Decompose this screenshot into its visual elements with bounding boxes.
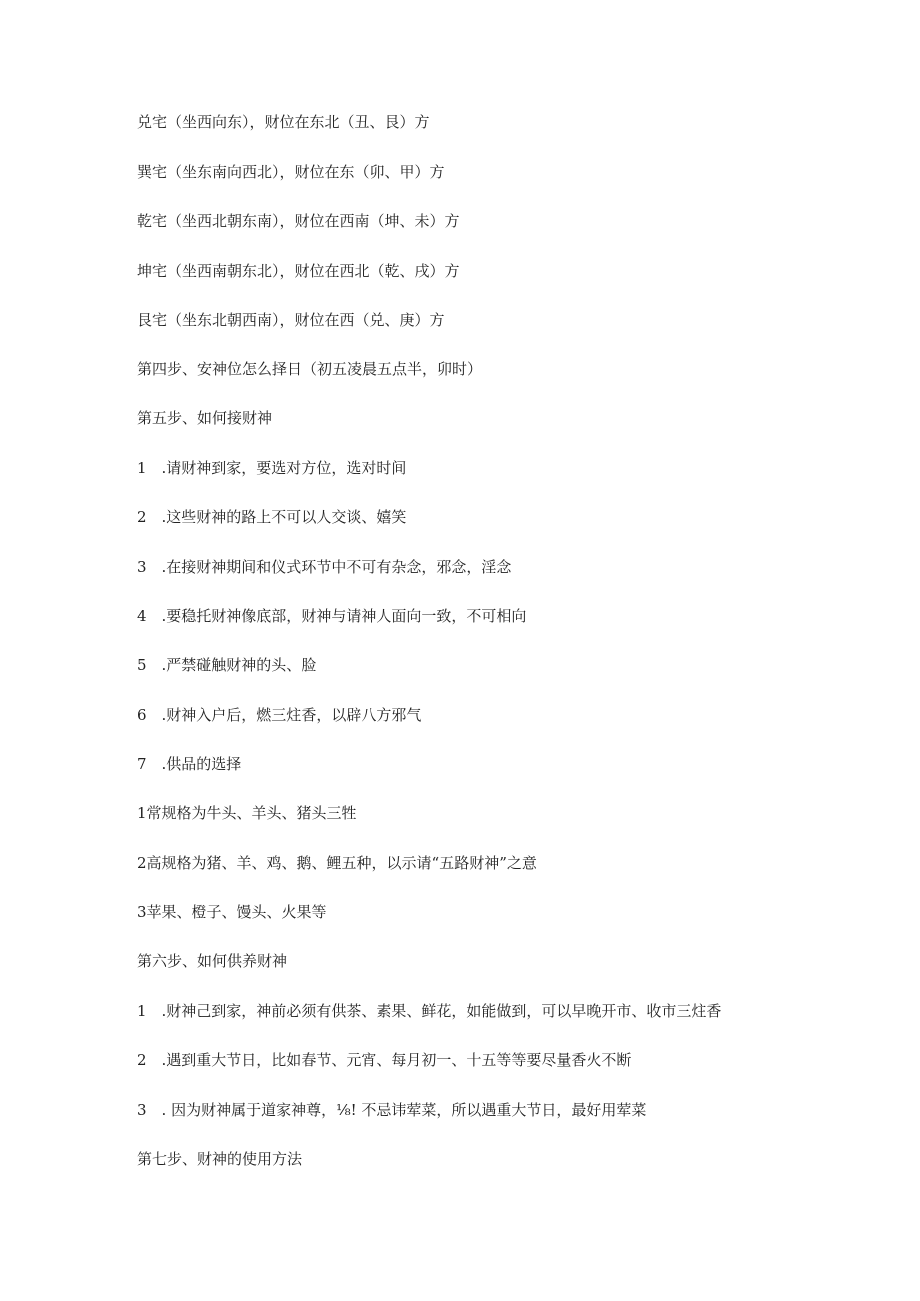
step-five-heading: 第五步、如何接财神	[137, 409, 273, 427]
worship-item-3: 3 . 因为财神属于道家神尊，⅛! 不忌讳荤菜，所以遇重大节日，最好用荤菜	[137, 1101, 647, 1119]
worship-item-2: 2 .遇到重大节日，比如春节、元宵、每月初一、十五等等要尽量香火不断	[137, 1051, 632, 1069]
list-item-3: 3 .在接财神期间和仪式环节中不可有杂念，邪念，淫念	[137, 558, 512, 576]
list-item-6: 6 .财神入户后，燃三炷香，以辟八方邪气	[137, 706, 422, 724]
offering-item-3: 3苹果、橙子、馒头、火果等	[137, 903, 327, 921]
text-line-4: 坤宅（坐西南朝东北），财位在西北（乾、戌）方	[137, 262, 460, 280]
text-line-3: 乾宅（坐西北朝东南），财位在西南（坤、未）方	[137, 212, 460, 230]
step-four-heading: 第四步、安神位怎么择日（初五凌晨五点半，卯时）	[137, 360, 483, 378]
list-item-1: 1 .请财神到家，要选对方位，选对时间	[137, 459, 407, 477]
offering-item-2: 2高规格为猪、羊、鸡、鹅、鲤五种，以示请“五路财神”之意	[137, 854, 537, 872]
list-item-5: 5 .严禁碰触财神的头、脸	[137, 656, 317, 674]
text-line-2: 巽宅（坐东南向西北），财位在东（卯、甲）方	[137, 163, 445, 181]
step-six-heading: 第六步、如何供养财神	[137, 952, 288, 970]
offering-item-1: 1常规格为牛头、羊头、猪头三牲	[137, 804, 357, 822]
text-line-1: 兑宅（坐西向东），财位在东北（丑、艮）方	[137, 113, 430, 131]
text-line-5: 艮宅（坐东北朝西南），财位在西（兑、庚）方	[137, 311, 445, 329]
worship-item-1: 1 .财神己到家，神前必须有供茶、素果、鲜花，如能做到，可以早晚开市、收市三炷香	[137, 1002, 722, 1020]
step-seven-heading: 第七步、财神的使用方法	[137, 1150, 303, 1168]
list-item-2: 2 .这些财神的路上不可以人交谈、嬉笑	[137, 508, 407, 526]
list-item-4: 4 .要稳托财神像底部，财神与请神人面向一致，不可相向	[137, 607, 527, 625]
list-item-7: 7 .供品的选择	[137, 755, 242, 773]
